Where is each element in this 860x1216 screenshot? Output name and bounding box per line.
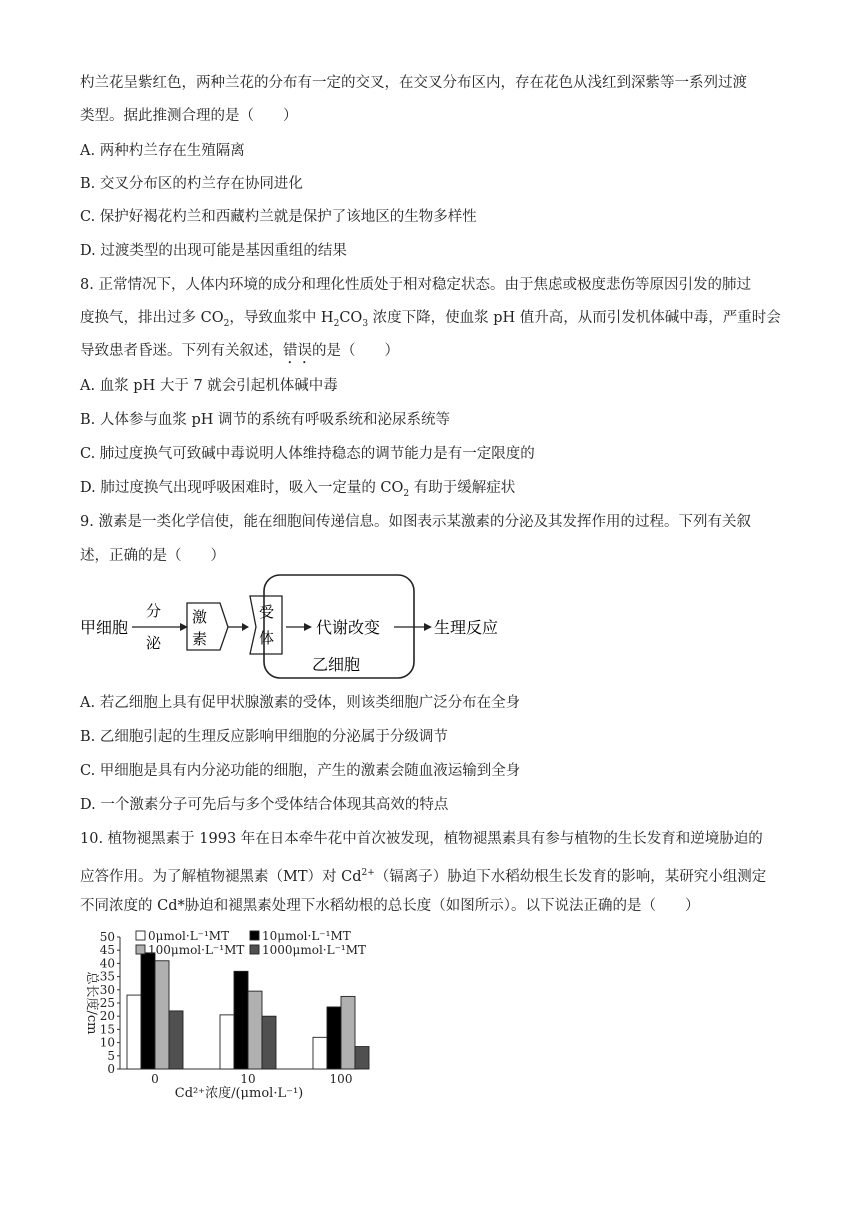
- root-length-chart: [74, 925, 374, 1105]
- secrete-label: 分: [146, 602, 162, 620]
- legend-swatch: [136, 945, 145, 954]
- question-10-line-2: 应答作用。为了解植物褪黑素（MT）对 $Cd^{2+}$（镉离子）胁迫下水稻幼根生长发育的影响，某研究小组测定: [80, 868, 767, 885]
- option-a: A. 若乙细胞上具有促甲状腺激素的受体，则该类细胞广泛分布在全身: [80, 695, 521, 711]
- bar: [220, 1015, 234, 1069]
- text-line: 杓兰花呈紫红色，两种兰花的分布有一定的交叉，在交叉分布区内，存在花色从浅红到深紫等一系列过渡: [80, 75, 747, 91]
- cell-b-label: 乙细胞: [312, 655, 361, 674]
- y-tick-label: 45: [99, 943, 115, 958]
- legend-label: 1000μmol·L⁻¹MT: [262, 943, 366, 957]
- legend-swatch: [250, 931, 259, 940]
- bar: [341, 996, 355, 1069]
- option-c: C. 肺过度换气可致碱中毒说明人体维持稳态的调节能力是有一定限度的: [80, 446, 535, 462]
- legend-label: 100μmol·L⁻¹MT: [148, 943, 245, 957]
- y-tick-label: 5: [107, 1048, 115, 1063]
- receptor-label: 体: [259, 629, 275, 647]
- x-axis-label: Cd²⁺浓度/(μmol·L⁻¹): [174, 1086, 304, 1101]
- question-9-line-2: 述，正确的是（ ）: [80, 548, 225, 564]
- legend-label: 0μmol·L⁻¹MT: [148, 929, 230, 943]
- hormone-label: 素: [192, 630, 208, 648]
- option-a: A. 血浆 pH 大于 7 就会引起机体碱中毒: [80, 378, 338, 394]
- option-b: B. 交叉分布区的杓兰存在协同进化: [80, 176, 303, 192]
- bar: [313, 1037, 327, 1069]
- x-tick-label: 0: [151, 1072, 159, 1086]
- question-8-line-1: 8. 正常情况下，人体内环境的成分和理化性质处于相对稳定状态。由于焦虑或极度悲伤等原因引发的肺过: [80, 277, 751, 293]
- question-8-line-3: 导致患者昏迷。下列有关叙述，错误的是（ ）: [80, 343, 399, 359]
- y-tick-label: 35: [99, 969, 115, 984]
- y-tick-label: 0: [107, 1062, 115, 1076]
- x-tick-label: 10: [240, 1072, 256, 1086]
- bar: [127, 995, 141, 1069]
- bar: [355, 1047, 369, 1069]
- bar: [327, 1007, 341, 1069]
- hormone-label: 激: [192, 608, 208, 626]
- question-10-line-1: 10. 植物褪黑素于 1993 年在日本牵牛花中首次被发现，植物褪黑素具有参与植物的生长发育和逆境胁迫的: [80, 831, 763, 847]
- bar: [248, 991, 262, 1069]
- cell-a-label: 甲细胞: [80, 618, 129, 637]
- bar: [262, 1016, 276, 1069]
- bar: [141, 953, 155, 1069]
- y-tick-label: 15: [99, 1022, 115, 1037]
- question-10-line-3: 不同浓度的 Cd*胁迫和褪黑素处理下水稻幼根的总长度（如图所示）。以下说法正确的是（ ）: [80, 898, 700, 914]
- option-c: C. 甲细胞是具有内分泌功能的细胞，产生的激素会随血液运输到全身: [80, 763, 521, 779]
- question-9-line-1: 9. 激素是一类化学信使，能在细胞间传递信息。如图表示某激素的分泌及其发挥作用的过程。下列有关叙: [80, 514, 751, 530]
- bar: [169, 1011, 183, 1069]
- option-c: C. 保护好褐花杓兰和西藏杓兰就是保护了该地区的生物多样性: [80, 209, 477, 225]
- legend-swatch: [136, 931, 145, 940]
- y-tick-label: 20: [99, 1009, 115, 1024]
- metabolism-label: 代谢改变: [316, 618, 381, 637]
- option-d: D. 过渡类型的出现可能是基因重组的结果: [80, 243, 347, 259]
- y-tick-label: 50: [99, 930, 115, 944]
- legend-label: 10μmol·L⁻¹MT: [262, 929, 351, 943]
- response-label: 生理反应: [434, 618, 499, 637]
- option-b: B. 人体参与血浆 pH 调节的系统有呼吸系统和泌尿系统等: [80, 412, 451, 428]
- y-axis-label: 总长度/cm: [84, 971, 99, 1035]
- option-b: B. 乙细胞引起的生理反应影响甲细胞的分泌属于分级调节: [80, 729, 448, 745]
- option-d: D. 一个激素分子可先后与多个受体结合体现其高效的特点: [80, 797, 449, 813]
- x-tick-label: 100: [329, 1072, 353, 1086]
- question-8-line-2: 度换气，排出过多 $CO_2$，导致血浆中 $H_2CO_3$ 浓度下降，使血浆 pH 值升高，从而引发机体碱中毒，严重时会: [80, 310, 781, 329]
- option-a: A. 两种杓兰存在生殖隔离: [80, 143, 245, 159]
- y-tick-label: 30: [99, 982, 115, 997]
- y-tick-label: 40: [99, 956, 115, 971]
- y-tick-label: 25: [99, 996, 115, 1010]
- emphasis-text: 错误: [283, 343, 312, 359]
- receptor-label: 受: [259, 603, 275, 621]
- legend-swatch: [250, 945, 259, 954]
- secrete-label: 泌: [146, 634, 162, 652]
- option-d: D. 肺过度换气出现呼吸困难时，吸入一定量的 $CO_2$ 有助于缓解症状: [80, 480, 516, 499]
- bar: [155, 961, 169, 1069]
- bar: [234, 971, 248, 1069]
- hormone-diagram: [76, 570, 526, 685]
- y-tick-label: 10: [99, 1035, 115, 1050]
- question-stem: 类型。据此推测合理的是（ ）: [80, 108, 298, 124]
